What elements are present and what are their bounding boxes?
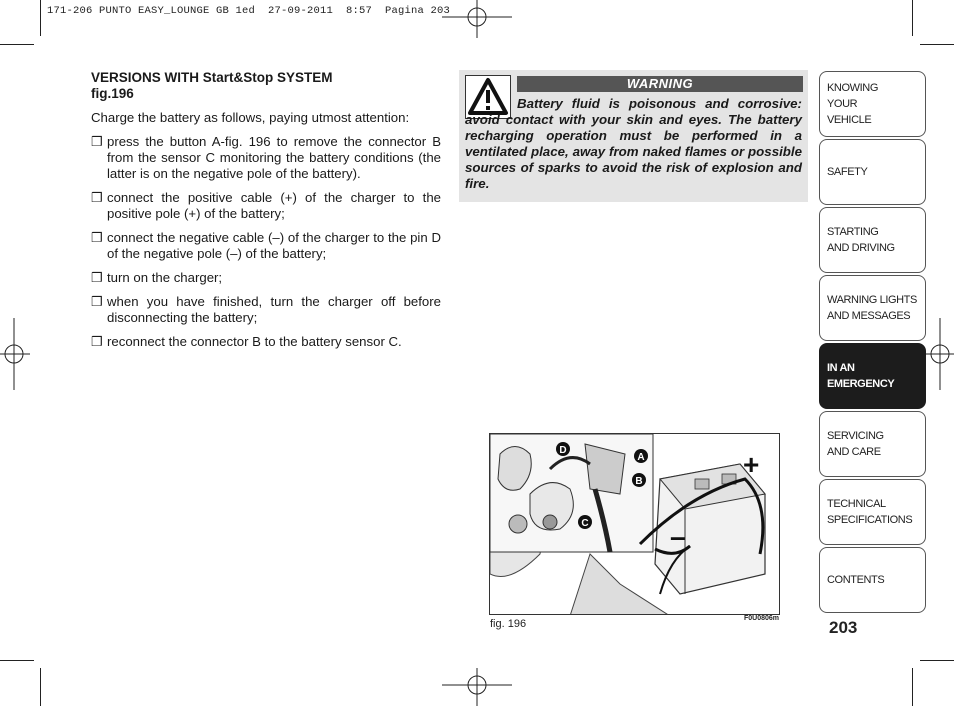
tab-label: VEHICLE	[827, 114, 872, 126]
tab-technical-specifications[interactable]	[819, 479, 926, 545]
checkbox-bullet-icon: ❒	[91, 270, 103, 285]
warning-label: WARNING	[517, 76, 803, 92]
tab-servicing-and-care[interactable]	[819, 411, 926, 477]
crop-mark	[912, 0, 913, 36]
page-number: 203	[829, 618, 858, 637]
crop-mark	[920, 660, 954, 661]
step-list	[91, 134, 441, 350]
tab-label: SPECIFICATIONS	[827, 514, 913, 526]
list-item	[91, 294, 441, 326]
section-title: VERSIONS WITH Start&Stop SYSTEM	[91, 70, 333, 85]
callout-a-label: A	[637, 452, 645, 463]
tab-starting-and-driving[interactable]	[819, 207, 926, 273]
tab-label: SERVICING	[827, 430, 884, 442]
tab-warning-lights-and-messages[interactable]	[819, 275, 926, 341]
minus-sign: –	[670, 521, 686, 552]
crop-mark	[912, 668, 913, 706]
tab-label: YOUR	[827, 98, 858, 110]
registration-mark-icon	[0, 318, 30, 390]
registration-mark-icon	[442, 0, 512, 38]
battery-diagram	[490, 434, 780, 615]
list-item-text: press the button A-fig. 196 to remove the connector B from the sensor C monitoring the battery conditions (the latter is on the negative pole of the battery).	[107, 134, 441, 181]
list-item-text: turn on the charger;	[107, 270, 223, 285]
tab-label: KNOWING	[827, 82, 878, 94]
section-figure-ref: fig.196	[91, 86, 134, 101]
callout-d-label: D	[559, 445, 567, 456]
print-slug: 171-206 PUNTO EASY_LOUNGE GB 1ed 27-09-2011 8:57 Pagina 203	[47, 5, 451, 17]
registration-mark-icon	[924, 318, 954, 390]
tab-knowing-your-vehicle[interactable]	[819, 71, 926, 137]
checkbox-bullet-icon: ❒	[91, 230, 103, 245]
tab-safety[interactable]	[819, 139, 926, 205]
tab-contents[interactable]	[819, 547, 926, 613]
tab-label: AND CARE	[827, 446, 881, 458]
checkbox-bullet-icon: ❒	[91, 334, 103, 349]
crop-mark	[40, 0, 41, 36]
checkbox-bullet-icon: ❒	[91, 134, 103, 149]
figure-caption: fig. 196	[490, 618, 527, 630]
callout-a	[634, 449, 648, 463]
checkbox-bullet-icon: ❒	[91, 190, 103, 205]
tab-label: WARNING LIGHTS	[827, 294, 917, 306]
list-item	[91, 270, 441, 286]
warning-text: Battery fluid is poisonous and corrosive: avoid contact with your skin and eyes. The battery recharging operation must be performed in a ventilated place, away from naked flames or possible sources of sparks to avoid the risk of explosion and fire.	[465, 96, 802, 191]
instructions-column	[91, 70, 441, 358]
callout-d	[556, 442, 570, 456]
section-intro: Charge the battery as follows, paying utmost attention:	[91, 110, 410, 125]
tab-label: AND MESSAGES	[827, 310, 911, 322]
list-item	[91, 230, 441, 262]
list-item	[91, 134, 441, 182]
crop-mark	[40, 668, 41, 706]
list-item-text: reconnect the connector B to the battery sensor C.	[107, 334, 402, 349]
warning-box	[459, 70, 808, 202]
tab-label: IN AN	[827, 362, 855, 374]
crop-mark	[0, 660, 34, 661]
tab-label: CONTENTS	[827, 574, 885, 586]
crop-mark	[0, 44, 34, 45]
list-item	[91, 190, 441, 222]
tab-label: EMERGENCY	[827, 378, 895, 390]
tab-in-an-emergency[interactable]	[819, 343, 926, 409]
battery-illustration	[489, 433, 780, 615]
tab-label: STARTING	[827, 226, 879, 238]
callout-b-label: B	[635, 476, 643, 487]
list-item	[91, 334, 441, 350]
list-item-text: connect the negative cable (–) of the charger to the pin D of the negative pole (–) of the battery;	[107, 230, 441, 261]
checkbox-bullet-icon: ❒	[91, 294, 103, 309]
crop-mark	[920, 44, 954, 45]
list-item-text: when you have finished, turn the charger off before disconnecting the battery;	[107, 294, 441, 325]
registration-mark-icon	[442, 668, 512, 706]
tab-label: AND DRIVING	[827, 242, 895, 254]
tab-label: SAFETY	[827, 166, 868, 178]
callout-c-label: C	[581, 518, 589, 529]
figure-code: F0U0806m	[744, 615, 780, 622]
callout-b	[632, 473, 646, 487]
callout-c	[578, 515, 592, 529]
tab-label: TECHNICAL	[827, 498, 886, 510]
plus-sign: +	[743, 449, 760, 480]
list-item-text: connect the positive cable (+) of the charger to the positive pole (+) of the battery;	[107, 190, 441, 221]
